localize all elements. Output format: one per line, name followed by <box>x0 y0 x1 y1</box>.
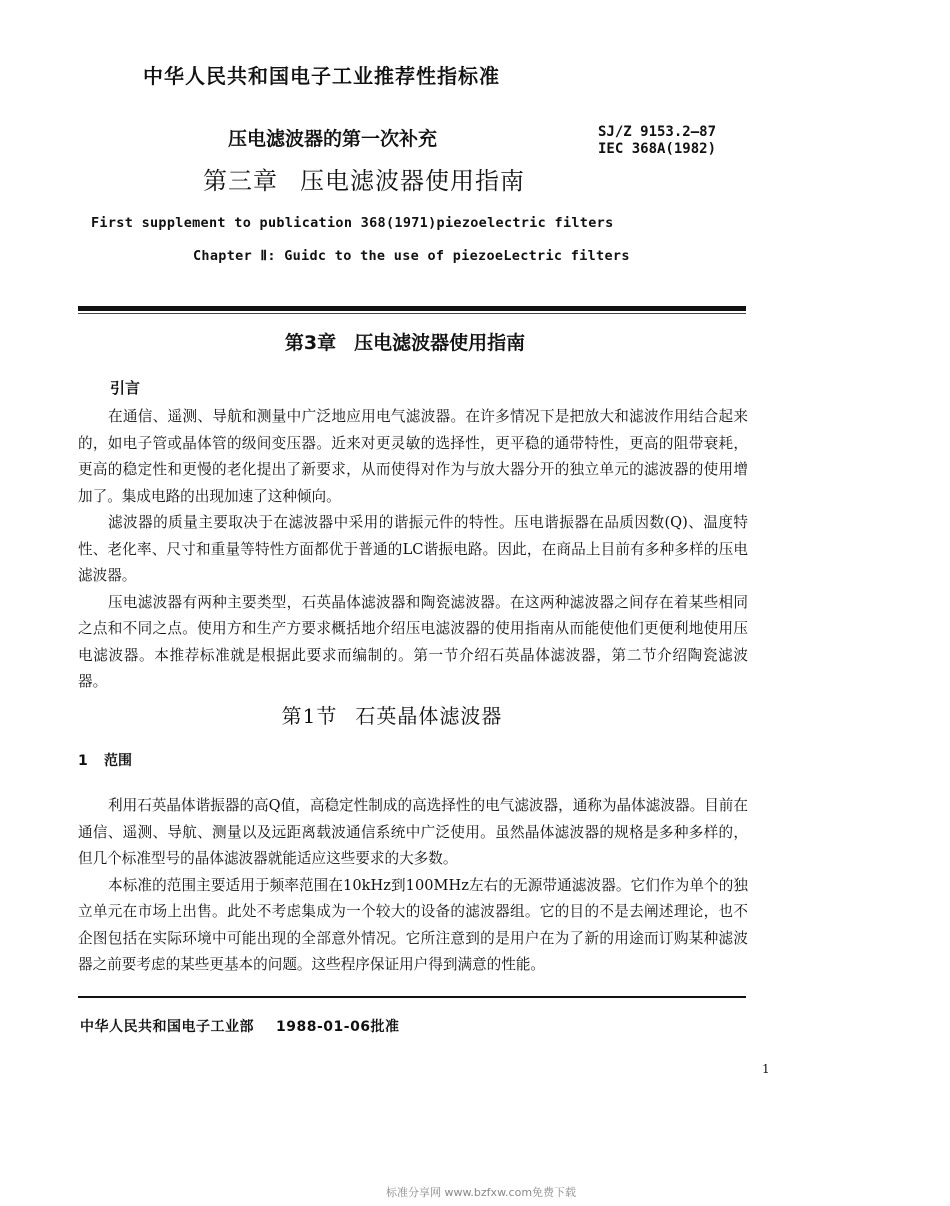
page-number: 1 <box>762 1062 770 1076</box>
footer-divider <box>78 996 746 998</box>
approval-date: 1988-01-06批准 <box>276 1019 400 1035</box>
english-title-line-2: Chapter Ⅱ: Guidc to the use of piezoeLectric filters <box>193 248 630 264</box>
scope-number: 1 <box>78 753 88 769</box>
header-divider-thin <box>78 313 746 314</box>
section-title: 压电滤波器使用指南 <box>354 332 526 354</box>
supplement-subtitle: 压电滤波器的第一次补充 <box>228 128 438 150</box>
section-label: 第3章 <box>284 332 337 354</box>
header-divider <box>78 306 746 311</box>
intro-paragraph: 滤波器的质量主要取决于在滤波器中采用的谐振元件的特性。压电谐振器在品质因数(Q)、温度特性、老化率、尺寸和重量等特性方面都优于普通的LC谐振电路。因此，在商品上目前有多种多样的压电滤波器。 <box>78 514 748 584</box>
scope-heading <box>78 750 132 770</box>
chapter-title <box>203 161 525 196</box>
intro-paragraph: 压电滤波器有两种主要类型，石英晶体滤波器和陶瓷滤波器。在这两种滤波器之间存在着某些相同之点和不同之点。使用方和生产方要求概括地介绍压电滤波器的使用指南从而能使他们更便利地使用压电滤波器。本推荐标准就是根据此要求而编制的。第一节介绍石英晶体滤波器，第二节介绍陶瓷滤波器。 <box>78 593 748 690</box>
scope-paragraph: 利用石英晶体谐振器的高Q值，高稳定性制成的高选择性的电气滤波器，通称为晶体滤波器。目前在通信、遥测、导航、测量以及远距离载波通信系统中广泛使用。虽然晶体滤波器的规格是多种多样的，但几个标准型号的晶体滤波器就能适应这些要求的大多数。 <box>78 797 748 867</box>
standard-number-block <box>598 124 716 158</box>
subsection-label: 第1节 <box>281 704 338 728</box>
section-heading <box>0 328 810 355</box>
scope-paragraph: 本标准的范围主要适用于频率范围在10kHz到100MHz左右的无源带通滤波器。它们作为单个的独立单元在市场上出售。此处不考虑集成为一个较大的设备的滤波器组。它的目的不是去阐述理论，也不企图包括在实际环境中可能出现的全部意外情况。它所注意到的是用户在为了新的用途而订购某种滤波器之前要考虑的某些更基本的问题。这些程序保证用户得到满意的性能。 <box>78 876 748 973</box>
iec-number: IEC 368A(1982) <box>598 141 717 157</box>
subsection-heading <box>0 700 784 729</box>
intro-heading: 引言 <box>110 379 141 397</box>
scope-title: 范围 <box>104 753 132 769</box>
approval-line <box>80 1016 400 1036</box>
chapter-name: 压电滤波器使用指南 <box>300 167 525 195</box>
scope-body <box>78 793 748 979</box>
organization-title: 中华人民共和国电子工业推荐性指标准 <box>143 64 500 88</box>
standard-number: SJ/Z 9153.2—87 <box>598 124 717 140</box>
chapter-label: 第三章 <box>203 167 278 195</box>
approval-org: 中华人民共和国电子工业部 <box>80 1019 254 1035</box>
subsection-title: 石英晶体滤波器 <box>355 704 503 728</box>
intro-paragraph: 在通信、遥测、导航和测量中广泛地应用电气滤波器。在许多情况下是把放大和滤波作用结合起来的，如电子管或晶体管的级间变压器。近来对更灵敏的选择性，更平稳的通带特性，更高的阻带衰耗，更高的稳定性和更慢的老化提出了新要求，从而使得对作为与放大器分开的独立单元的滤波器的使用增加了。集成电路的出现加速了这种倾向。 <box>78 408 748 505</box>
english-title-line-1: First supplement to publication 368(1971)piezoelectric filters <box>91 215 614 231</box>
intro-body <box>78 404 748 696</box>
watermark-text: 标准分享网 www.bzfxw.com免费下载 <box>385 1186 577 1199</box>
